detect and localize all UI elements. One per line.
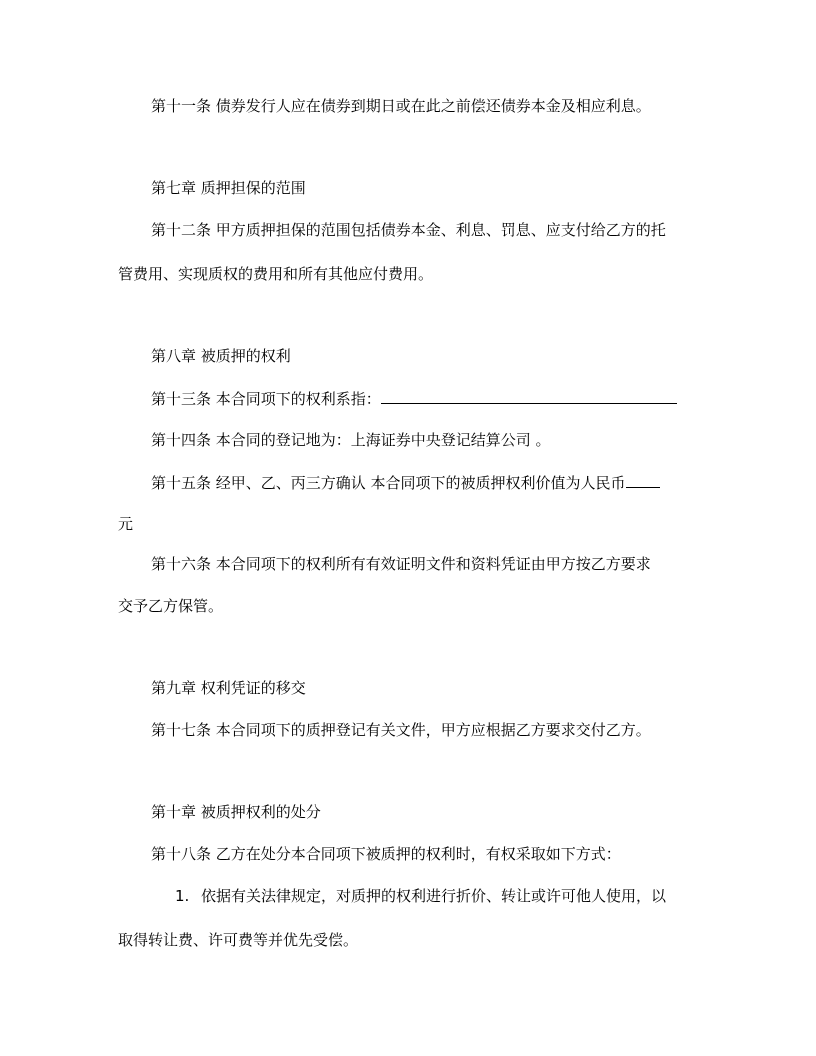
article-18	[151, 844, 621, 864]
article-13	[151, 388, 677, 409]
article-15-line-2	[118, 514, 133, 534]
currency-unit: 元	[118, 515, 134, 533]
article-17	[151, 720, 651, 740]
article-13-text: 第十三条 本合同项下的权利系指：	[151, 390, 381, 408]
chapter-9-heading	[151, 678, 306, 698]
article-11-text: 第十一条 债券发行人应在债券到期日或在此之前偿还债券本金及相应利息。	[151, 97, 651, 115]
chapter-9-title: 第九章 权利凭证的移交	[151, 679, 306, 697]
list-item-1-marker	[175, 886, 189, 906]
chapter-10-heading	[151, 802, 321, 822]
article-16-text-1: 第十六条 本合同项下的权利所有有效证明文件和资料凭证由甲方按乙方要求	[151, 555, 651, 573]
list-item-1-line-2	[118, 930, 358, 950]
article-18-text: 第十八条 乙方在处分本合同项下被质押的权利时，有权采取如下方式：	[151, 845, 621, 863]
chapter-10-title: 第十章 被质押权利的处分	[151, 803, 321, 821]
article-15-line-1	[151, 472, 660, 493]
article-16-line-2	[118, 596, 223, 616]
value-blank-field[interactable]	[626, 472, 660, 488]
article-17-text: 第十七条 本合同项下的质押登记有关文件，甲方应根据乙方要求交付乙方。	[151, 721, 651, 739]
article-15-text: 第十五条 经甲、乙、丙三方确认 本合同项下的被质押权利价值为人民币	[151, 474, 626, 492]
chapter-7-title: 第七章 质押担保的范围	[151, 179, 306, 197]
article-12-text-2: 管费用、实现质权的费用和所有其他应付费用。	[118, 265, 434, 283]
list-item-1-text-2: 取得转让费、许可费等并优先受偿。	[118, 931, 359, 949]
article-12-line-1	[151, 220, 666, 240]
article-14-text: 第十四条 本合同的登记地为：上海证券中央登记结算公司 。	[151, 431, 551, 449]
article-12-line-2	[118, 264, 433, 284]
list-item-1-text-1: 依据有关法律规定，对质押的权利进行折价、转让或许可他人使用，以	[201, 887, 667, 905]
chapter-8-heading	[151, 346, 291, 366]
rights-blank-field[interactable]	[381, 388, 677, 404]
article-11	[151, 96, 651, 116]
chapter-7-heading	[151, 178, 306, 198]
article-16-line-1	[151, 554, 651, 574]
list-item-1-line-1	[201, 886, 666, 906]
chapter-8-title: 第八章 被质押的权利	[151, 347, 291, 365]
list-number: 1.	[175, 887, 190, 905]
article-12-text-1: 第十二条 甲方质押担保的范围包括债券本金、利息、罚息、应支付给乙方的托	[151, 221, 666, 239]
article-14	[151, 430, 551, 450]
article-16-text-2: 交予乙方保管。	[118, 597, 224, 615]
